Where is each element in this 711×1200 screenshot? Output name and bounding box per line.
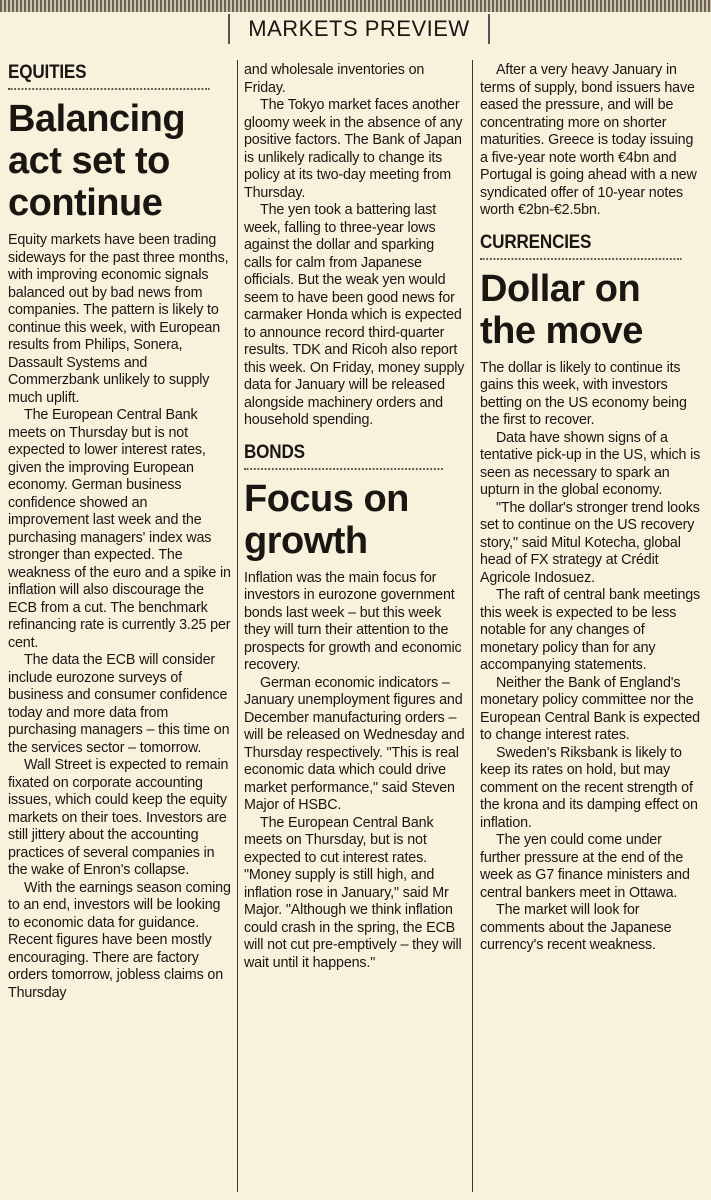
paragraph: The data the ECB will consider include eurozone surveys of business and consumer confidence today and more data from purchasing managers – this time on the services sector – tomorrow.: [8, 652, 230, 756]
paragraph: Inflation was the main focus for investors in eurozone government bonds last week – but this week they will turn their attention to the prospects for growth and economic recovery.: [244, 569, 462, 673]
section-currencies: CURRENCIES: [480, 232, 682, 260]
paragraph: The Tokyo market faces another gloomy week in the absence of any positive factors. The Bank of Japan is unlikely radically to change its policy at its two-day meeting from Thursday.: [244, 97, 463, 201]
article-body-equities-continued: [244, 62, 465, 430]
article-body-equities: [8, 232, 232, 1002]
paragraph: Neither the Bank of England's monetary policy committee nor the European Central Bank is expected to change interest rates.: [480, 674, 700, 743]
paragraph: and wholesale inventories on Friday.: [244, 62, 425, 96]
headline-currencies: Dollar on the move: [480, 267, 643, 352]
masthead: MARKETS PREVIEW: [228, 14, 490, 44]
paragraph: "The dollar's stronger trend looks set to continue on the US recovery story," said Mitul Kotecha, global head of FX strategy at Crédit Agricole Indosuez.: [480, 499, 700, 586]
paragraph: The European Central Bank meets on Thursday but is not expected to lower interest rates, given the improving European economy. German business confidence showed an improvement last week and the purchasing managers' index was stronger than expected. The weakness of the euro and a spike in inflation will also discourage the ECB from a cut. The benchmark refinancing rate is currently 3.25 per cent.: [8, 407, 231, 651]
paragraph: After a very heavy January in terms of supply, bond issuers have eased the pressure, and will be concentrating more on shorter maturities. Greece is today issuing a five-year note worth €4bn and Portugal is going ahead with a new syndicated offer of 10-year notes worth €2bn-€2.5bn.: [480, 62, 697, 218]
paragraph: The raft of central bank meetings this week is expected to be less notable for any changes of monetary policy than for any accompanying statements.: [480, 587, 701, 673]
paragraph: The yen took a battering last week, falling to three-year lows against the dollar and sparking calls for calm from Japanese officials. But the weak yen would seem to have been good news for carmaker Honda which is expected to announce record third-quarter results. TDK and Ricoh also report this week. On Friday, money supply data for January will be released alongside machinery orders and household spending.: [244, 202, 465, 428]
paragraph: The yen could come under further pressure at the end of the week as G7 finance ministers and central bankers meet in Ottawa.: [480, 832, 690, 901]
top-border-pattern: [0, 0, 711, 12]
paragraph: With the earnings season coming to an end, investors will be looking to economic data for guidance. Recent figures have been mostly encouraging. There are factory orders tomorrow, jobless claims on Thursday: [8, 879, 231, 1001]
column-3: [480, 62, 704, 1192]
section-equities: EQUITIES: [8, 62, 210, 90]
column-1: [8, 62, 232, 1192]
paragraph: Sweden's Riksbank is likely to keep its rates on hold, but may comment on the recent strength of the krona and its damping effect on inflation.: [480, 744, 698, 831]
paragraph: The European Central Bank meets on Thursday, but is not expected to cut interest rates. "Money supply is still high, and inflation rose in January," said Mr Major. "Although we think inflation could crash in the spring, the ECB will not cut pre-emptively – they will wait until it happens.": [244, 814, 462, 971]
paragraph: The dollar is likely to continue its gains this week, with investors betting on the US economy being the first to recover.: [480, 359, 687, 428]
section-bonds: BONDS: [244, 442, 443, 470]
column-rule: [237, 60, 238, 1192]
paragraph: Equity markets have been trading sideways for the past three months, with improving economic signals balanced out by bad news from companies. The pattern is likely to continue this week, with European results from Philips, Sonera, Dassault Systems and Commerzbank unlikely to supply much uplift.: [8, 232, 229, 406]
headline-bonds: Focus on growth: [244, 477, 409, 562]
article-body-currencies: [480, 360, 704, 955]
column-rule: [472, 60, 473, 1192]
article-body-bonds-continued: [480, 62, 704, 220]
column-2: [244, 62, 465, 1192]
paragraph: The market will look for comments about the Japanese currency's recent weakness.: [480, 902, 672, 953]
article-body-bonds: [244, 570, 465, 973]
paragraph: German economic indicators – January unemployment figures and December manufacturing orders – will be released on Wednesday and Thursday respectively. "This is real economic data which could drive market performance," said Steven Major of HSBC.: [244, 674, 465, 813]
paragraph: Wall Street is expected to remain fixated on corporate accounting issues, which could keep the equity markets on their toes. Investors are still jittery about the accounting practices of several companies in the wake of Enron's collapse.: [8, 757, 229, 878]
headline-equities: Balancing act set to continue: [8, 98, 186, 224]
paragraph: Data have shown signs of a tentative pick-up in the US, which is seen as necessary to spark an upturn in the global economy.: [480, 429, 701, 498]
